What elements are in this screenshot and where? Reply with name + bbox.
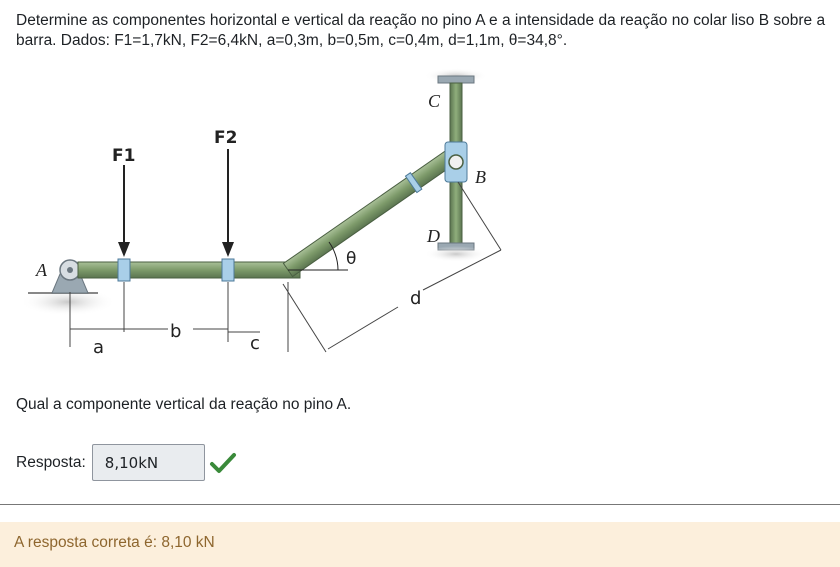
answer-row xyxy=(16,444,237,481)
sub-question-text: Qual a componente vertical da reação no pino A. xyxy=(16,396,352,413)
answer-label: Resposta: xyxy=(16,453,86,471)
answer-input[interactable] xyxy=(92,444,205,481)
collar-f2 xyxy=(222,259,234,281)
label-a: a xyxy=(93,337,105,358)
divider xyxy=(0,504,840,505)
question-text: Determine as componentes horizontal e vertical da reação no pino A e a intensidade da reação no colar liso B sobre a barra. Dados: F1=1,7kN, F2=6,4kN, a=0,3m, b=0,5m, c=0,4m, d=1,1m, θ=34,8°. xyxy=(16,12,826,49)
label-theta: θ xyxy=(346,249,357,269)
label-D: D xyxy=(427,226,440,246)
label-A: A xyxy=(36,260,47,280)
beam-diagram xyxy=(18,62,538,372)
check-icon xyxy=(209,451,237,475)
label-F1: F1 xyxy=(112,146,136,166)
label-F2: F2 xyxy=(214,128,238,148)
label-c: c xyxy=(250,333,260,354)
label-d: d xyxy=(410,288,422,309)
bar-horizontal xyxy=(78,262,300,278)
label-C: C xyxy=(428,91,441,111)
correct-answer-feedback xyxy=(0,522,840,567)
ceiling-plate xyxy=(438,76,474,83)
feedback-text: A resposta correta é: 8,10 kN xyxy=(14,534,215,551)
collar-f1 xyxy=(118,259,130,281)
label-B: B xyxy=(475,167,486,187)
label-b: b xyxy=(170,321,182,342)
